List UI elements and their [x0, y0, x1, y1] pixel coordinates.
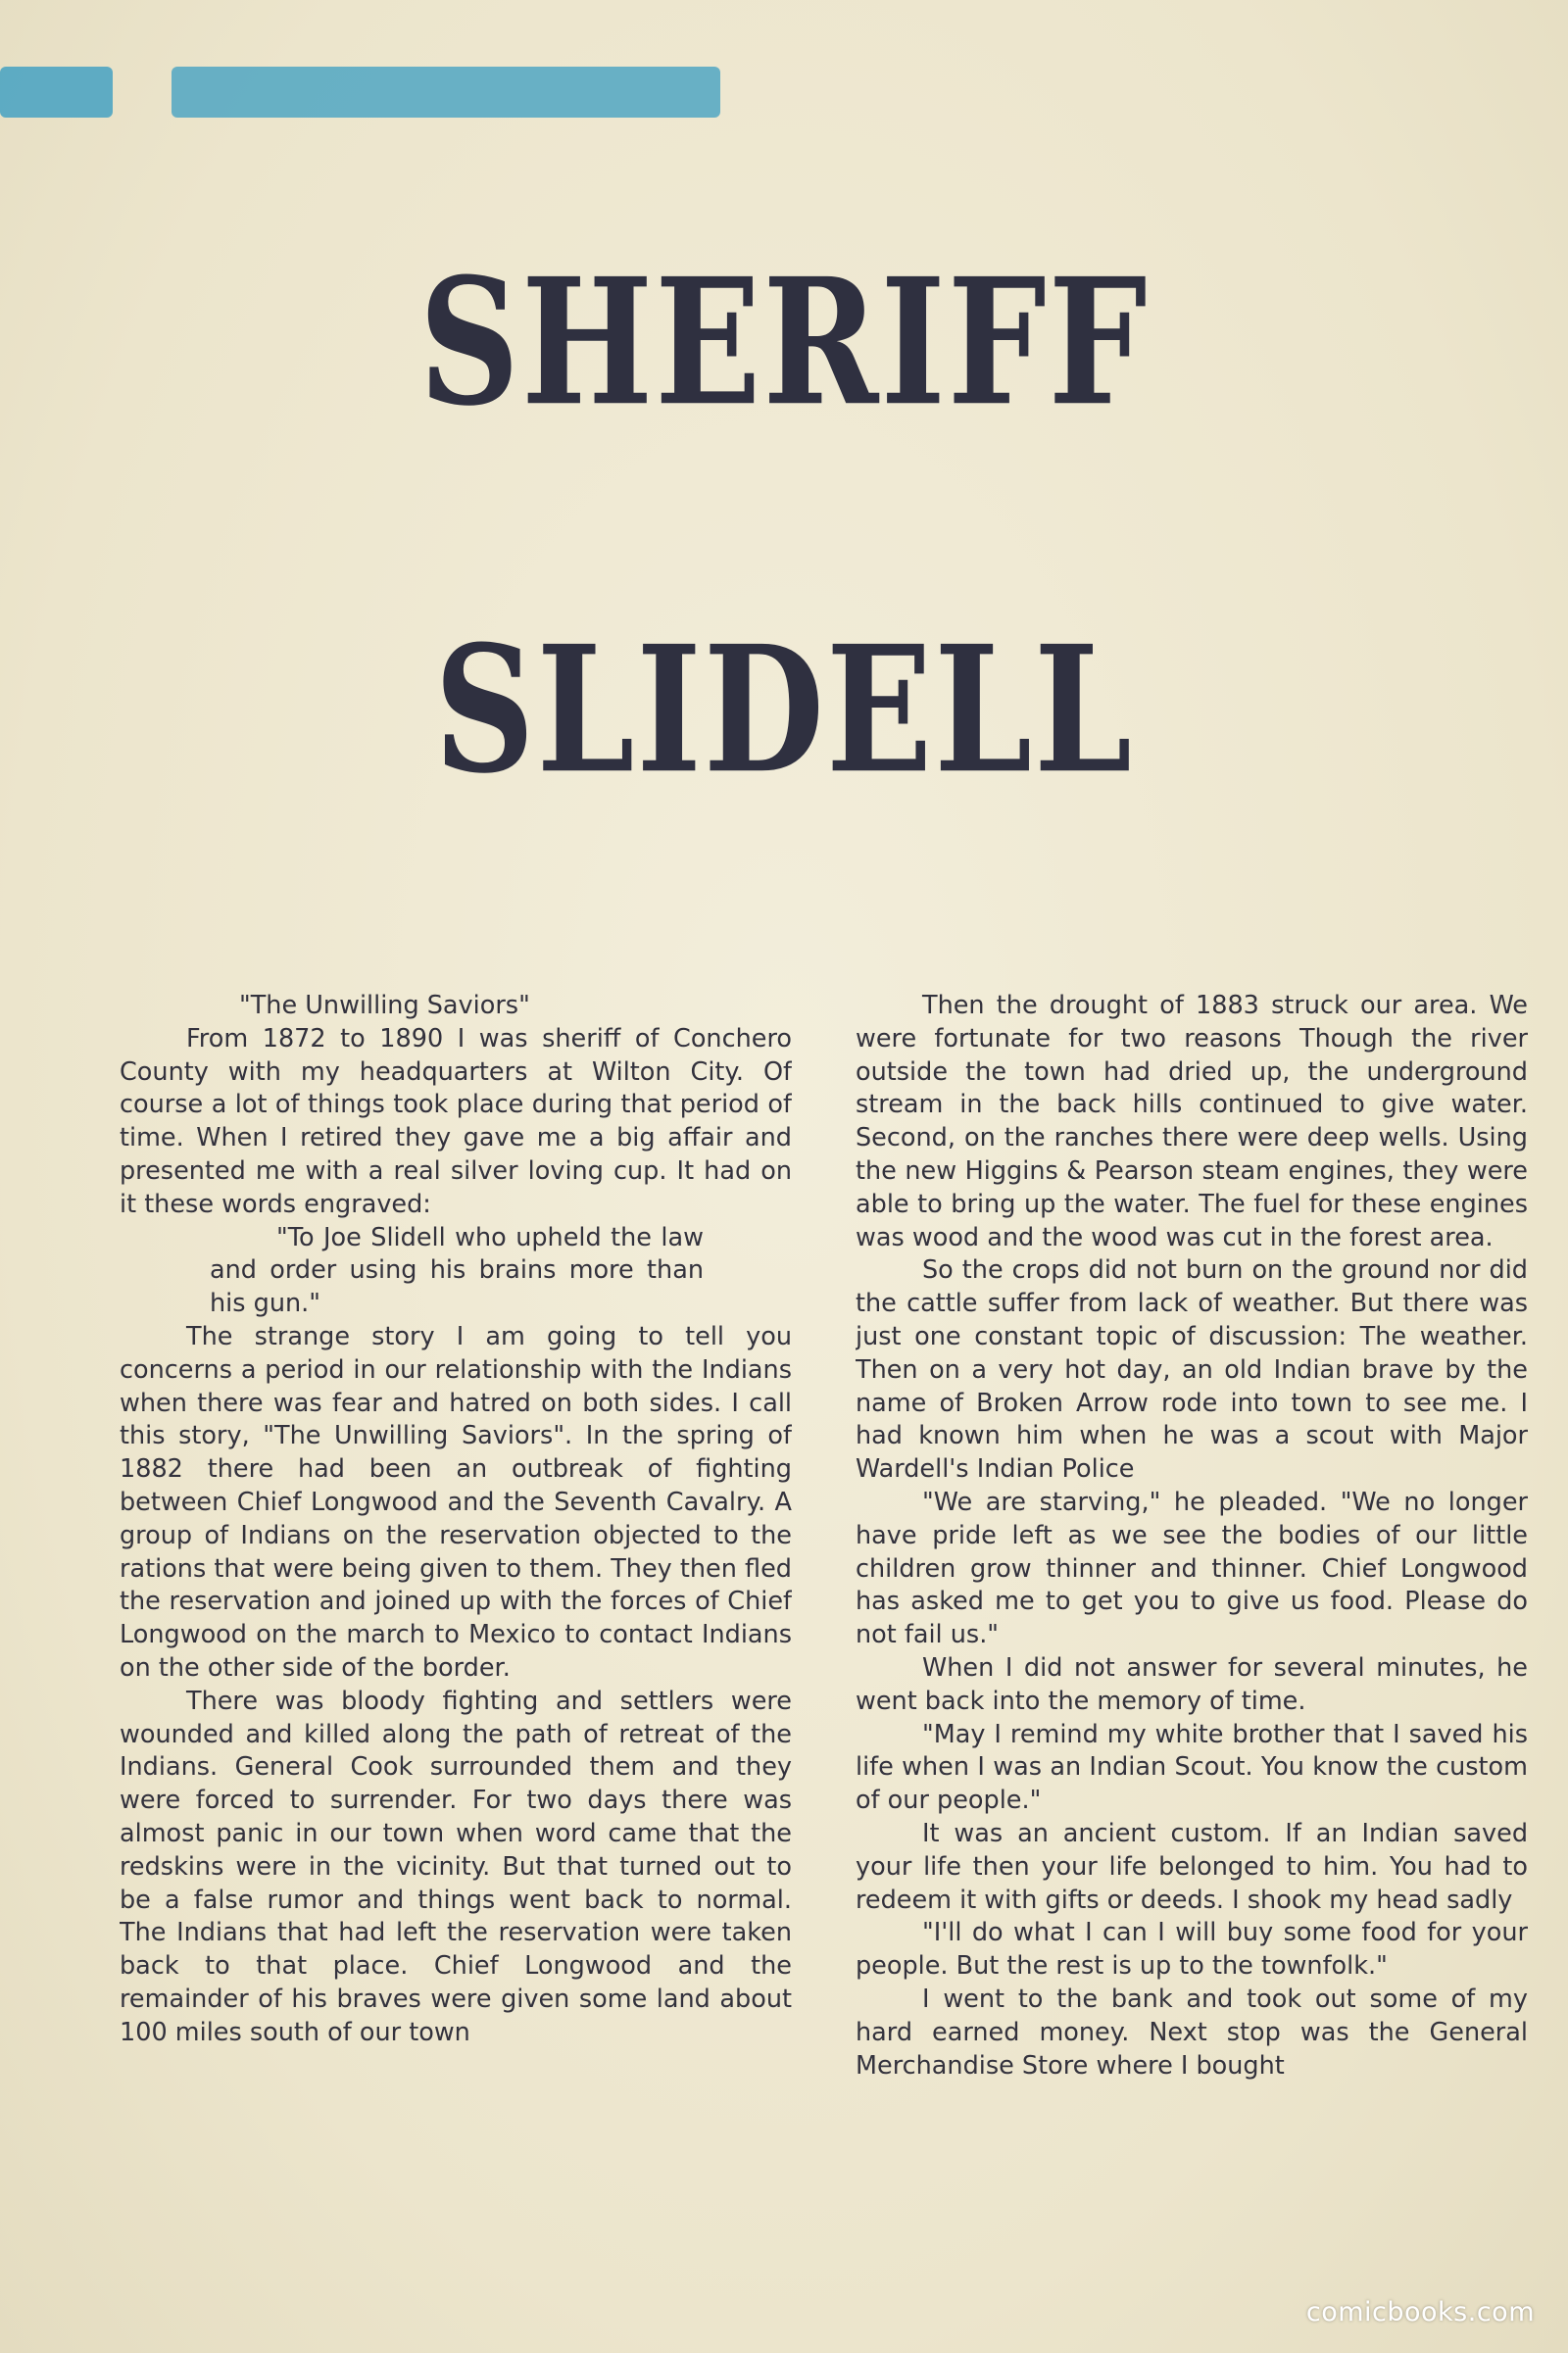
paragraph: There was bloody fighting and settlers were wounded and killed along the path of retreat of the Indians. General Cook surrounded them and they were forced to surrender. For two days there was almost panic in our town when word came that the redskins were in the vicinity. But that turned out to be a false rumor and things went back to normal. The Indians that had left the reservation were taken back to that place. Chief Longwood and the remainder of his braves were given some land about 100 miles south of our town — [120, 1686, 792, 2047]
article-column-right — [856, 990, 1528, 2254]
cup-inscription: "To Joe Slidell who upheld the law and order using his brains more than his gun." — [210, 1222, 704, 1319]
torn-blue-strip-left — [0, 67, 113, 118]
article-column-left — [120, 990, 792, 2254]
paragraph: From 1872 to 1890 I was sheriff of Conchero County with my headquarters at Wilton City. Of course a lot of things took place during that period of time. When I retired they gave me a big affair and presented me with a real silver loving cup. It had on it these words engraved: — [120, 1023, 792, 1219]
torn-blue-strip-right — [172, 67, 720, 118]
title-line-sheriff: SHERIFF — [418, 241, 1150, 445]
paragraph: When I did not answer for several minutes, he went back into the memory of time. — [856, 1652, 1528, 1716]
paragraph: It was an ancient custom. If an Indian saved your life then your life belonged to him. You had to redeem it with gifts or deeds. I shook my head sadly — [856, 1818, 1528, 1915]
paragraph: "We are starving," he pleaded. "We no longer have pride left as we see the bodies of our little children grow thinner and thinner. Chief Longwood has asked me to get you to give us food. Please do not fail us." — [856, 1487, 1528, 1650]
paragraph: "May I remind my white brother that I saved his life when I was an Indian Scout. You know the custom of our people." — [856, 1719, 1528, 1816]
paragraph: "I'll do what I can I will buy some food for your people. But the rest is up to the townfolk." — [856, 1918, 1528, 1982]
story-title: "The Unwilling Saviors" — [239, 991, 530, 1020]
paragraph: I went to the bank and took out some of my hard earned money. Next stop was the General Merchandise Store where I bought — [856, 1984, 1528, 2081]
paragraph: Then the drought of 1883 struck our area. We were fortunate for two reasons Though the river outside the town had dried up, the underground stream in the back hills continued to give water. Second, on the ranches there were deep wells. Using the new Higgins & Pearson steam engines, they were able to bring up the water. The fuel for these engines was wood and the wood was cut in the forest area. — [856, 991, 1528, 1252]
paragraph: So the crops did not burn on the ground nor did the cattle suffer from lack of weather. But there was just one constant topic of discussion: The weather. Then on a very hot day, an old Indian brave by the name of Broken Arrow rode into town to see me. I had known him when he was a scout with Major Wardell's Indian Police — [856, 1255, 1528, 1485]
title-line-slidell: SLIDELL — [434, 609, 1134, 812]
site-watermark: comicbooks.com — [1305, 2297, 1535, 2328]
paragraph: The strange story I am going to tell you concerns a period in our relationship with the Indians when there was fear and hatred on both sides. I call this story, "The Unwilling Saviors". In the spring of 1882 there had been an outbreak of fighting between Chief Longwood and the Seventh Cavalry. A group of Indians on the reservation objected to the rations that were being given to them. They then fled the reservation and joined up with the forces of Chief Longwood on the march to Mexico to contact Indians on the other side of the border. — [120, 1321, 792, 1683]
